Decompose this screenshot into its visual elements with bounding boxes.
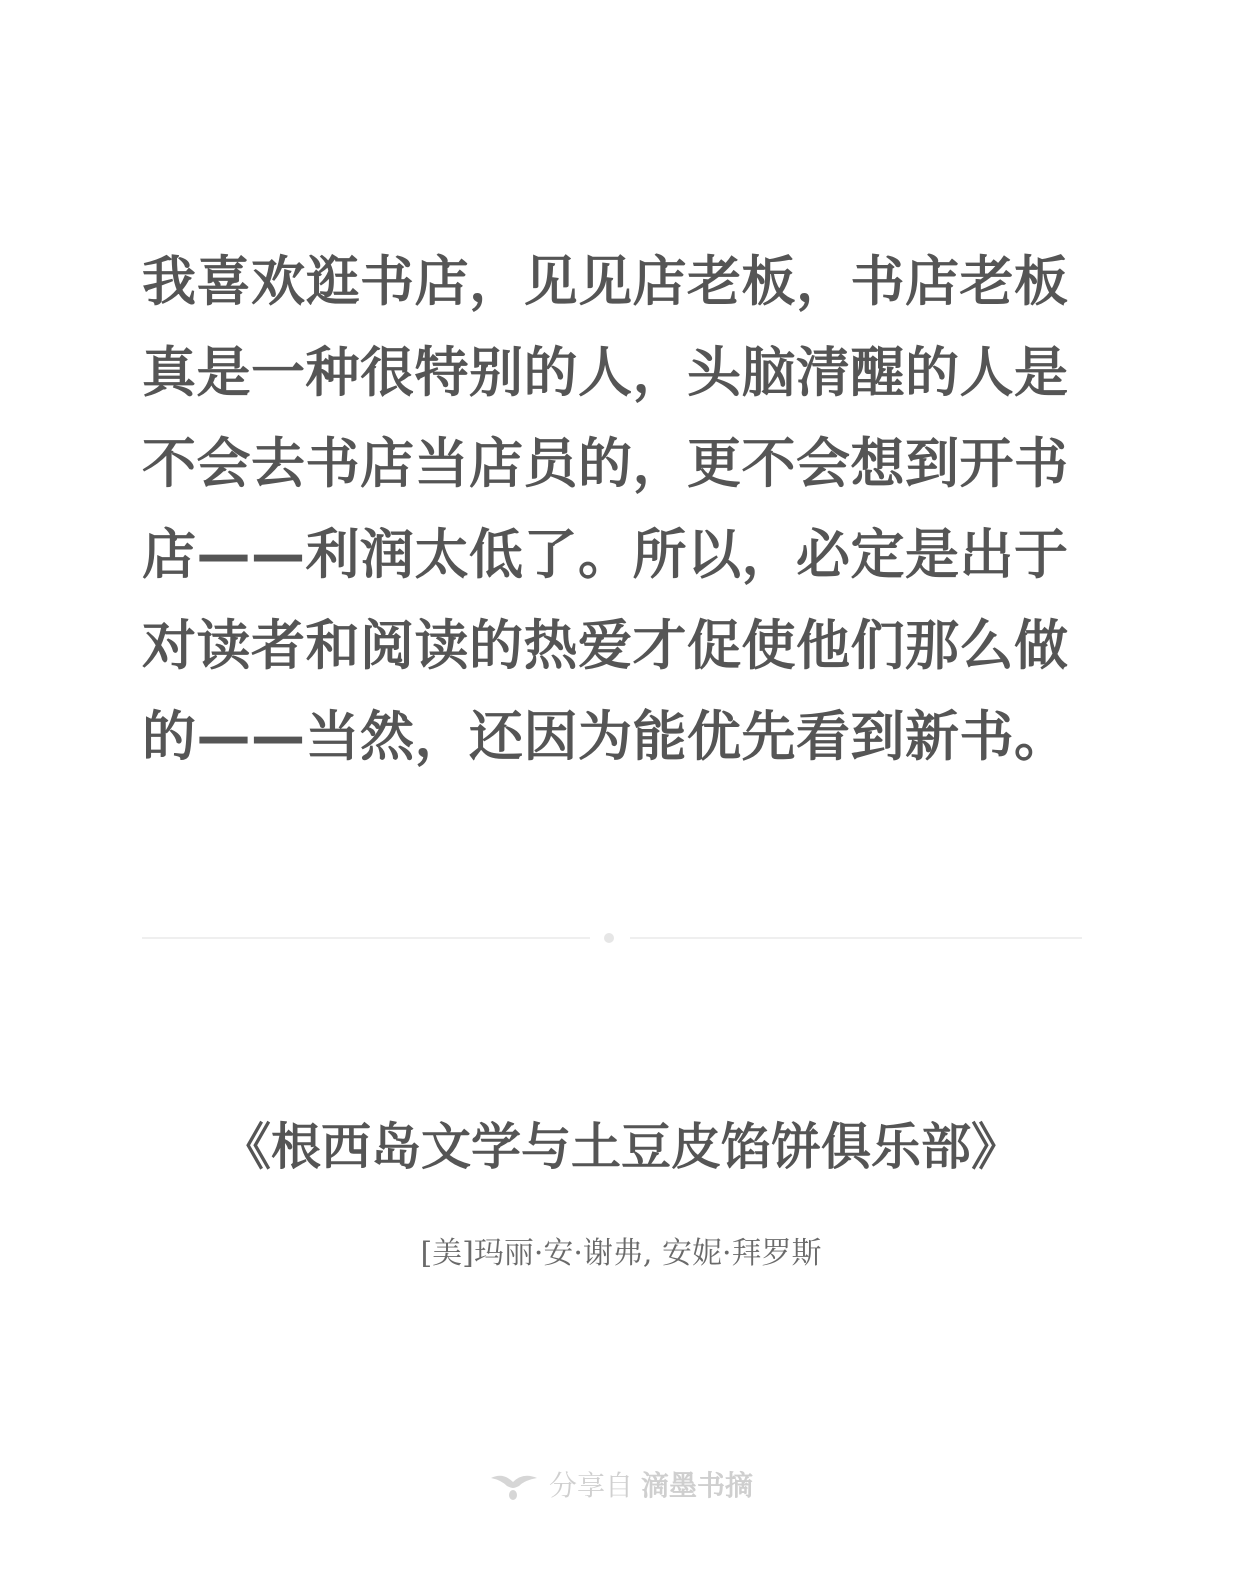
divider-line-left	[142, 937, 590, 939]
brand-name: 滴墨书摘	[641, 1469, 754, 1502]
bird-icon	[489, 1468, 539, 1504]
book-authors: [美]玛丽·安·谢弗, 安妮·拜罗斯	[420, 1236, 822, 1271]
divider-dot	[604, 933, 614, 943]
share-footer	[0, 1466, 1242, 1506]
book-title: 《根西岛文学与土豆皮馅饼俱乐部》	[221, 1117, 1021, 1176]
section-divider	[142, 930, 1082, 946]
divider-line-right	[630, 937, 1082, 939]
quote-text: 我喜欢逛书店，见见店老板，书店老板真是一种很特别的人，头脑清醒的人是不会去书店当店员的，更不会想到开书店——利润太低了。所以，必定是出于对读者和阅读的热爱才促使他们那么做的——当然，还因为能优先看到新书。	[142, 250, 1069, 768]
share-prefix: 分享自	[548, 1469, 633, 1502]
